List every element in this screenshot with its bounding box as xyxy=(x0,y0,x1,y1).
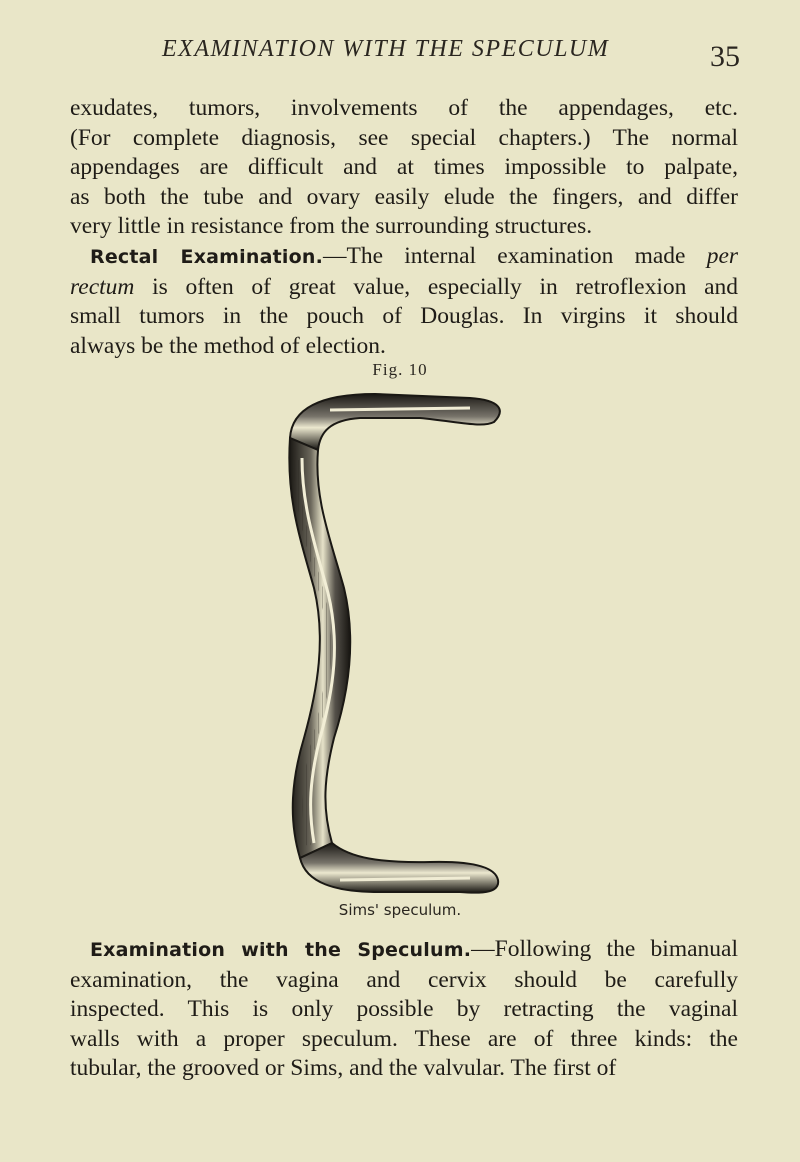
page-number: 35 xyxy=(710,40,740,73)
sims-speculum-illustration xyxy=(270,388,510,898)
italic-term: per xyxy=(706,243,739,269)
text-line: (For complete diagnosis, see special chapters.) The normal xyxy=(70,124,738,151)
text-span: —The internal examination made xyxy=(323,243,707,269)
text-line xyxy=(70,273,738,303)
text-line: exudates, tumors, involvements of the appendages, etc. xyxy=(70,95,738,121)
text-span: —Following the bimanual xyxy=(471,936,738,962)
text-line: always be the method of election. xyxy=(70,332,386,359)
text-span: is often of great value, especially in retroflexion and xyxy=(134,273,738,300)
text-line: walls with a proper speculum. These are of three kinds: the xyxy=(70,1025,738,1052)
paragraph-rectal-examination xyxy=(70,242,738,361)
text-line xyxy=(70,935,738,966)
text-line: as both the tube and ovary easily elude the fingers, and differ xyxy=(70,183,738,210)
section-heading-rectal-examination: Rectal Examination. xyxy=(90,246,324,268)
text-line: appendages are difficult and at times impossible to palpate, xyxy=(70,154,738,180)
text-line: tubular, the grooved or Sims, and the valvular. The first of xyxy=(70,1055,617,1081)
text-line: very little in resistance from the surrounding structures. xyxy=(70,213,593,239)
text-line xyxy=(70,242,738,273)
figure-caption: Sims' speculum. xyxy=(338,901,462,919)
text-line: inspected. This is only possible by retracting the vaginal xyxy=(70,996,738,1022)
section-heading-speculum-examination: Examination with the Speculum. xyxy=(90,939,472,961)
text-line: examination, the vagina and cervix should be carefully xyxy=(70,966,738,993)
text-line: small tumors in the pouch of Douglas. In virgins it should xyxy=(70,303,738,329)
running-head xyxy=(70,36,740,76)
speculum-bottom-blade xyxy=(300,843,498,893)
running-title: EXAMINATION WITH THE SPECULUM xyxy=(162,36,610,62)
figure-label: Fig. 10 xyxy=(372,360,428,379)
italic-term: rectum xyxy=(70,273,135,300)
paragraph-speculum-examination xyxy=(70,935,738,1084)
paragraph-appendages xyxy=(70,94,738,242)
speculum-top-blade xyxy=(290,394,500,450)
speculum-drawing xyxy=(270,388,510,898)
